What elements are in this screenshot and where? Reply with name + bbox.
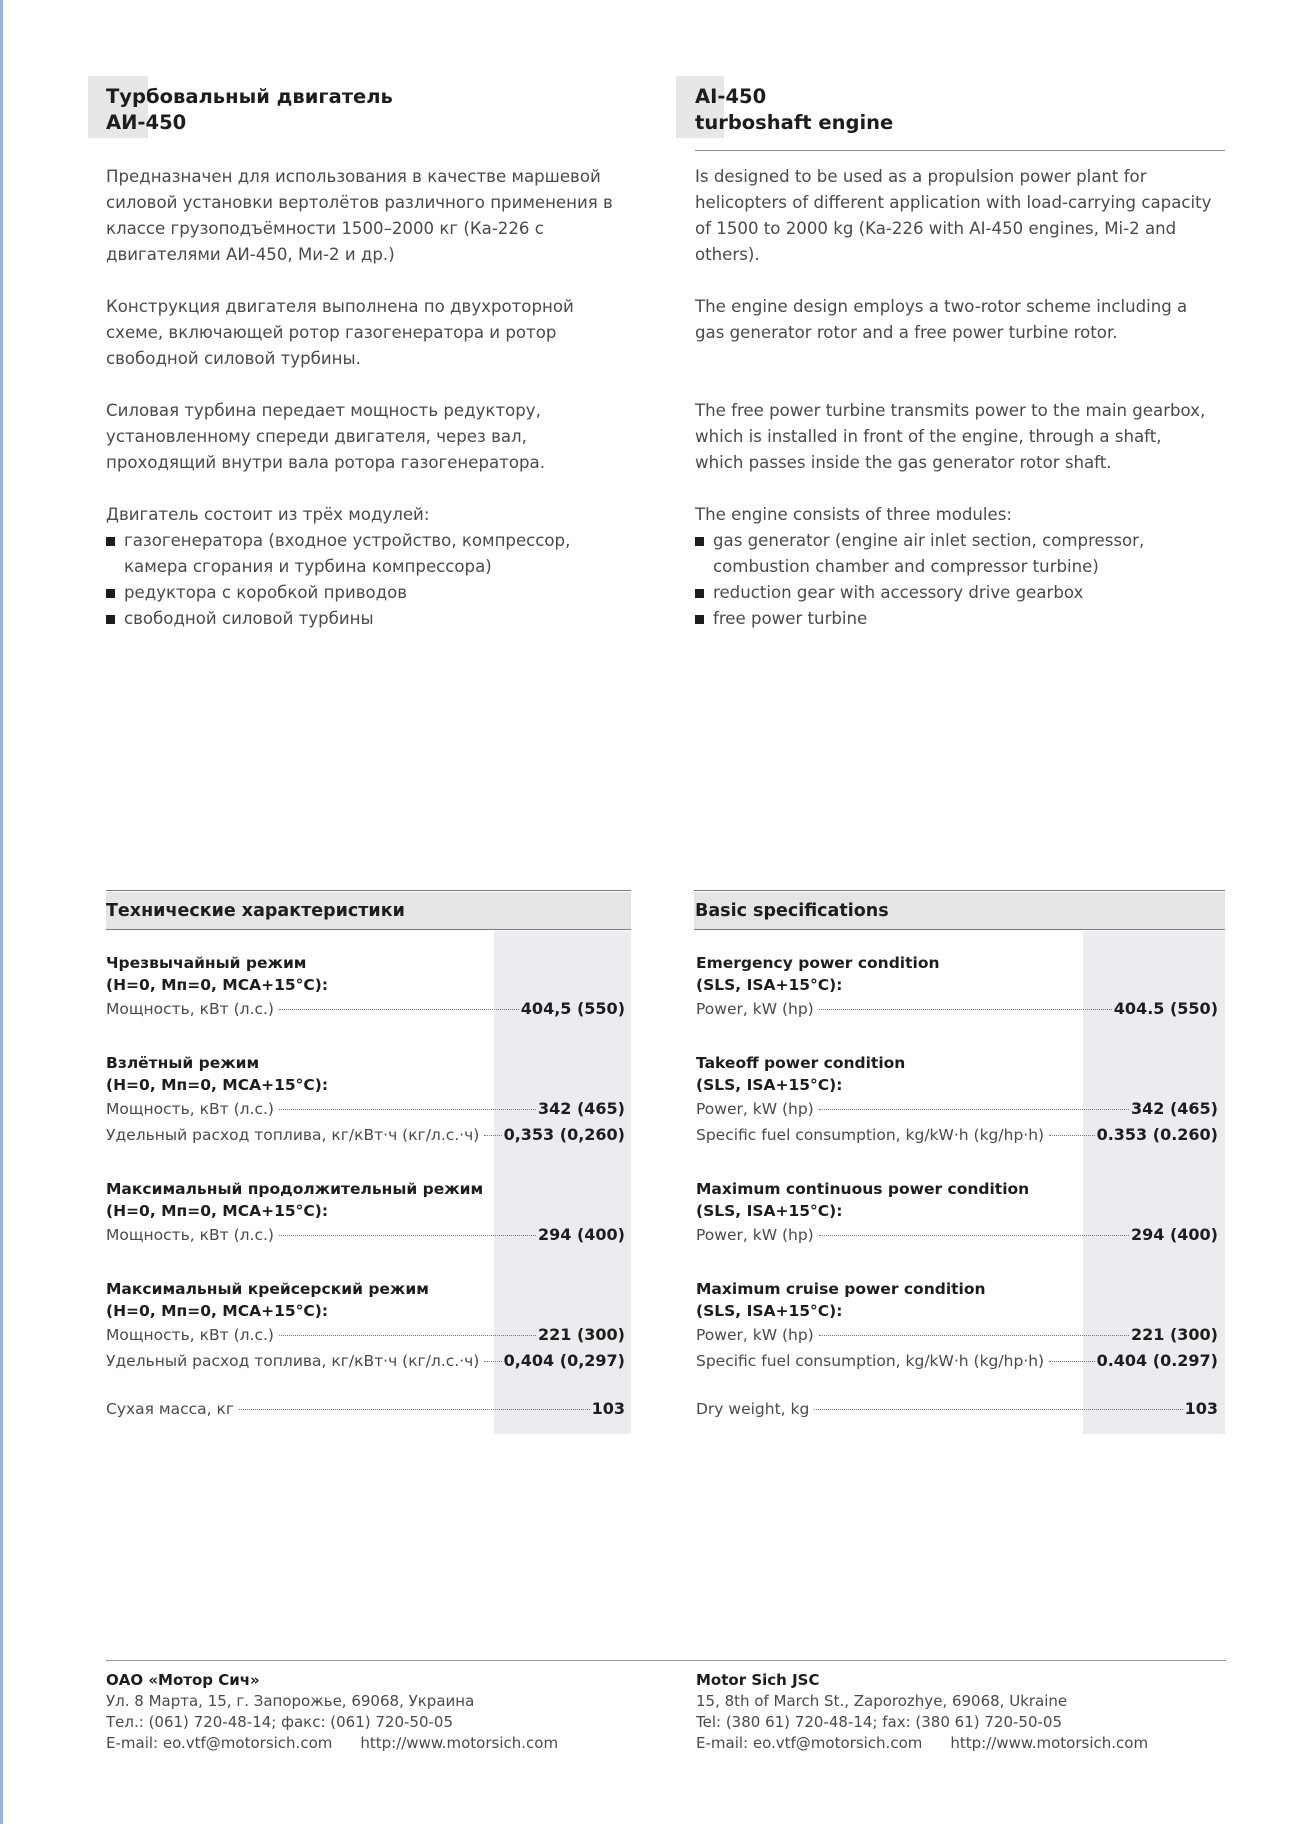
address: 15, 8th of March St., Zaporozhye, 69068, Ukraine [696,1692,1068,1710]
title-line1: Турбовальный двигатель [106,85,393,108]
leader-dots [484,1135,501,1136]
spec-label: Specific fuel consumption, kg/kW·h (kg/hp·h) [696,1126,1045,1144]
spec-group-conditions: (SLS, ISA+15°C): [696,1076,843,1094]
leader-dots [279,1109,536,1110]
leader-dots [819,1235,1129,1236]
spec-value: 221 (300) [1131,1325,1218,1344]
spec-label: Dry weight, kg [696,1400,810,1418]
intro-paragraph: Двигатель состоит из трёх модулей: [106,505,430,524]
spec-label: Сухая масса, кг [106,1400,235,1418]
spec-label: Power, kW (hp) [696,1100,814,1118]
footer-en [696,1670,1148,1754]
spec-row [696,1096,1218,1122]
spec-value: 0,353 (0,260) [503,1125,625,1144]
dry-weight-row [696,1396,1218,1422]
dry-weight-row [106,1396,625,1422]
list-item: gas generator (engine air inlet section, compressor, combustion chamber and compressor turbine) [695,528,1213,580]
spec-row [696,996,1218,1022]
spec-label: Power, kW (hp) [696,1326,814,1344]
specs-rule [106,890,631,891]
spec-value: 0.404 (0.297) [1096,1351,1218,1370]
spec-group-conditions: (H=0, Mп=0, MCA+15°C): [106,1076,329,1094]
spec-value: 103 [591,1399,625,1418]
spec-group [106,952,625,1022]
email-link[interactable]: E-mail: eo.vtf@motorsich.com [696,1734,923,1752]
leader-dots [819,1109,1129,1110]
spec-value: 0.353 (0.260) [1096,1125,1218,1144]
contacts [696,1733,1148,1754]
address: Ул. 8 Марта, 15, г. Запорожье, 69068, Украина [106,1692,475,1710]
contacts [106,1733,558,1754]
spec-value: 103 [1184,1399,1218,1418]
spec-label: Мощность, кВт (л.с.) [106,1000,274,1018]
footer-ru [106,1670,558,1754]
spec-group [696,1178,1218,1248]
spec-group-conditions: (H=0, Mп=0, MCA+15°C): [106,1202,329,1220]
intro-ru [106,164,631,632]
title-line2: АИ-450 [106,111,187,134]
spec-value: 0,404 (0,297) [503,1351,625,1370]
title-line1: AI-450 [695,85,767,108]
spec-row [696,1122,1218,1148]
specs-table-ru [106,952,625,1422]
intro-paragraph: Is designed to be used as a propulsion power plant for helicopters of different application with load-carrying capacity of 1500 to 2000 kg (Ka-226 with AI-450 engines, Mi-2 and others). [695,167,1212,264]
leader-dots [239,1409,590,1410]
list-item: газогенератора (входное устройство, компрессор, камера сгорания и турбина компрессора) [106,528,631,580]
specs-table-en [696,952,1218,1422]
spec-group [106,1052,625,1148]
company-name: ОАО «Мотор Сич» [106,1671,260,1689]
spec-group-title: Emergency power condition [696,954,940,972]
website-link[interactable]: http://www.motorsich.com [360,1734,559,1752]
list-item: редуктора с коробкой приводов [106,580,631,606]
spec-group-conditions: (H=0, Mп=0, MCA+15°C): [106,1302,329,1320]
footer-divider [106,1660,1226,1661]
intro-paragraph: The free power turbine transmits power to the main gearbox, which is installed in front of the engine, through a shaft, which passes inside the gas generator rotor shaft. [695,401,1206,472]
spec-group [106,1278,625,1374]
leader-dots [1049,1135,1095,1136]
spec-group-title: Максимальный продолжительный режим [106,1180,484,1198]
spec-value: 404,5 (550) [520,999,625,1018]
spec-value: 404.5 (550) [1113,999,1218,1018]
spec-row [696,1222,1218,1248]
spec-group-conditions: (SLS, ISA+15°C): [696,1202,843,1220]
spec-value: 342 (465) [538,1099,625,1118]
leader-dots [819,1335,1129,1336]
modules-list [106,528,631,632]
website-link[interactable]: http://www.motorsich.com [950,1734,1149,1752]
specs-header-en: Basic specifications [694,892,1225,930]
email-link[interactable]: E-mail: eo.vtf@motorsich.com [106,1734,333,1752]
intro-paragraph: Силовая турбина передает мощность редуктору, установленному спереди двигателя, через вал, проходящий внутри вала ротора газогенератора. [106,401,545,472]
specs-rule [694,890,1225,891]
spec-label: Power, kW (hp) [696,1000,814,1018]
leader-dots [279,1009,519,1010]
spec-group [696,1052,1218,1148]
spec-row [106,1322,625,1348]
spec-value: 342 (465) [1131,1099,1218,1118]
spec-label: Мощность, кВт (л.с.) [106,1326,274,1344]
company-name: Motor Sich JSC [696,1671,820,1689]
intro-paragraph: The engine consists of three modules: [695,505,1012,524]
spec-row [106,1122,625,1148]
spec-label: Power, kW (hp) [696,1226,814,1244]
page-edge [0,0,3,1824]
spec-value: 221 (300) [538,1325,625,1344]
spec-group-title: Взлётный режим [106,1054,260,1072]
spec-group-title: Maximum cruise power condition [696,1280,986,1298]
list-item: reduction gear with accessory drive gearbox [695,580,1213,606]
list-item: free power turbine [695,606,1213,632]
spec-label: Мощность, кВт (л.с.) [106,1226,274,1244]
spec-label: Мощность, кВт (л.с.) [106,1100,274,1118]
page-title-ru [106,84,393,136]
spec-row [696,1322,1218,1348]
phone-fax: Тел.: (061) 720-48-14; факс: (061) 720-50-05 [106,1713,453,1731]
title-line2: turboshaft engine [695,111,894,134]
modules-list [695,528,1213,632]
spec-group-title: Takeoff power condition [696,1054,906,1072]
phone-fax: Tel: (380 61) 720-48-14; fax: (380 61) 720-50-05 [696,1713,1062,1731]
spec-group [696,952,1218,1022]
spec-label: Удельный расход топлива, кг/кВт·ч (кг/л.с.·ч) [106,1352,480,1370]
intro-paragraph: The engine design employs a two-rotor scheme including a gas generator rotor and a free power turbine rotor. [695,297,1188,342]
list-item: свободной силовой турбины [106,606,631,632]
spec-row [106,1096,625,1122]
spec-value: 294 (400) [1131,1225,1218,1244]
spec-label: Удельный расход топлива, кг/кВт·ч (кг/л.с.·ч) [106,1126,480,1144]
spec-label: Specific fuel consumption, kg/kW·h (kg/hp·h) [696,1352,1045,1370]
specs-header-ru: Технические характеристики [106,892,631,930]
leader-dots [279,1235,536,1236]
spec-group [106,1178,625,1248]
spec-row [106,1222,625,1248]
spec-group-conditions: (SLS, ISA+15°C): [696,976,843,994]
spec-group-conditions: (H=0, Mп=0, MCA+15°C): [106,976,329,994]
leader-dots [819,1009,1112,1010]
title-divider [695,150,1225,151]
spec-group-conditions: (SLS, ISA+15°C): [696,1302,843,1320]
leader-dots [279,1335,536,1336]
spec-value: 294 (400) [538,1225,625,1244]
spec-group-title: Чрезвычайный режим [106,954,307,972]
spec-row [106,1348,625,1374]
spec-group-title: Maximum continuous power condition [696,1180,1030,1198]
spec-group [696,1278,1218,1374]
leader-dots [814,1409,1182,1410]
page-title-en [695,84,893,136]
spec-row [696,1348,1218,1374]
leader-dots [484,1361,501,1362]
spec-group-title: Максимальный крейсерский режим [106,1280,429,1298]
spec-row [106,996,625,1022]
intro-paragraph: Конструкция двигателя выполнена по двухроторной схеме, включающей ротор газогенератора и ротор свободной силовой турбины. [106,297,574,368]
intro-paragraph: Предназначен для использования в качестве маршевой силовой установки вертолётов различного применения в классе грузоподъёмности 1500–2000 кг (Ка-226 с двигателями АИ-450, Ми-2 и др.) [106,167,613,264]
leader-dots [1049,1361,1095,1362]
intro-en [695,164,1213,632]
